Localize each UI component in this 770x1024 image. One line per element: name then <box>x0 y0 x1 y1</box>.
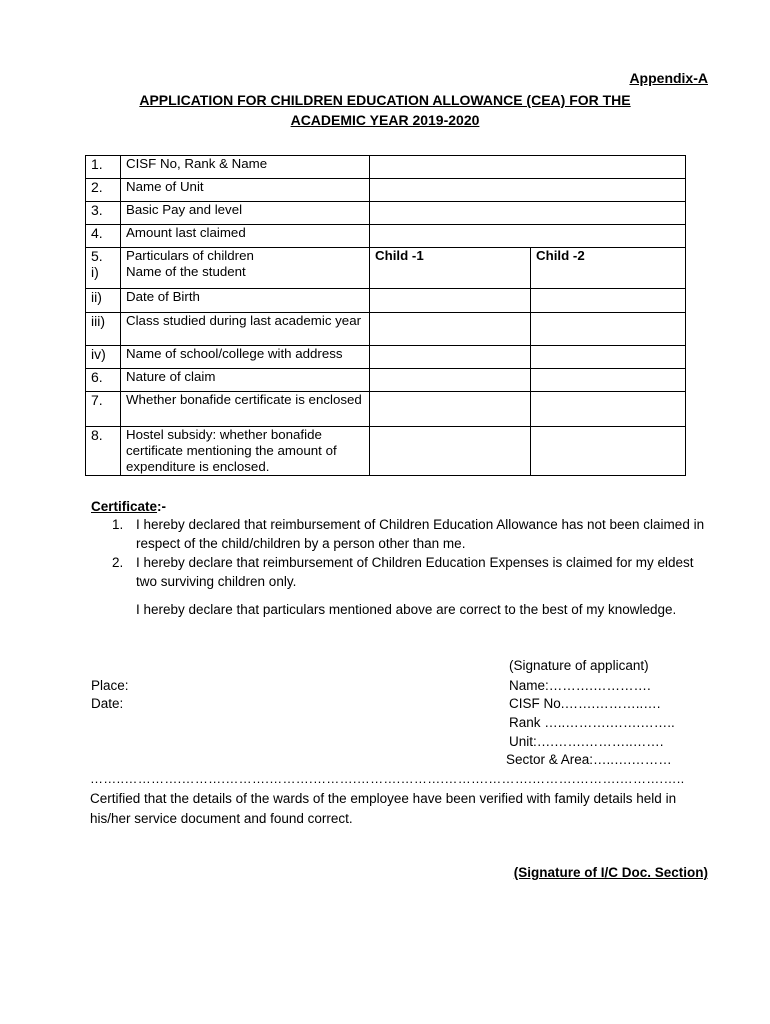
table-row <box>86 248 686 289</box>
child-2-header: Child -2 <box>536 248 585 263</box>
unit-field[interactable]: Unit:….…….………..……. <box>509 734 664 749</box>
row-number: ii) <box>86 289 121 313</box>
child-1-cell[interactable] <box>370 392 531 427</box>
date-label: Date: <box>91 696 124 711</box>
place-label: Place: <box>91 678 129 693</box>
separator-dots: ……..………….……….……….……….……….……….……….……….……….……….……….……….….. <box>90 771 685 786</box>
row-label: Class studied during last academic year <box>121 313 370 346</box>
name-field[interactable]: Name:……….…………. <box>509 678 651 693</box>
form-title-line-2: ACADEMIC YEAR 2019-2020 <box>290 112 480 128</box>
row-number: 6. <box>86 369 121 392</box>
row-number: 1. <box>86 156 121 179</box>
form-title-line-1: APPLICATION FOR CHILDREN EDUCATION ALLOWANCE (CEA) FOR THE <box>139 92 631 108</box>
item-text: I hereby declared that reimbursement of Children Education Allowance has not been claimed in respect of the child/children by a person other than me. <box>136 517 705 551</box>
child-2-column[interactable] <box>531 248 686 289</box>
row-number: 3. <box>86 202 121 225</box>
answer-cell[interactable] <box>370 202 686 225</box>
table-row <box>86 427 686 476</box>
row-label: Whether bonafide certificate is enclosed <box>121 392 370 427</box>
row-number: iv) <box>86 346 121 369</box>
declaration-text: I hereby declare that particulars mentioned above are correct to the best of my knowledge. <box>136 602 677 617</box>
row-number: iii) <box>86 313 121 346</box>
table-row <box>86 369 686 392</box>
row-label: CISF No, Rank & Name <box>121 156 370 179</box>
table-row <box>86 179 686 202</box>
row-number: 8. <box>86 427 121 476</box>
applicant-signature-label: (Signature of applicant) <box>509 658 649 673</box>
row-number: 5. i) <box>86 248 121 289</box>
child-2-cell[interactable] <box>531 313 686 346</box>
answer-cell[interactable] <box>370 179 686 202</box>
certificate-item-1 <box>112 515 711 553</box>
table-row <box>86 156 686 179</box>
table-row <box>86 289 686 313</box>
row-label: Name of Unit <box>121 179 370 202</box>
cisf-no-field[interactable]: CISF No.…….………..…. <box>509 696 661 711</box>
certificate-item-2 <box>112 553 711 591</box>
answer-cell[interactable] <box>370 225 686 248</box>
row-number: 2. <box>86 179 121 202</box>
answer-cell[interactable] <box>370 156 686 179</box>
row-label: Name of school/college with address <box>121 346 370 369</box>
row-number: 7. <box>86 392 121 427</box>
child-1-cell[interactable] <box>370 369 531 392</box>
child-2-cell[interactable] <box>531 289 686 313</box>
table-row <box>86 225 686 248</box>
item-number: 2. <box>112 555 124 570</box>
row-label: Basic Pay and level <box>121 202 370 225</box>
row-label: Amount last claimed <box>121 225 370 248</box>
certified-statement: Certified that the details of the wards of the employee have been verified with family details held in his/her service document and found correct. <box>90 791 677 826</box>
row-label: Date of Birth <box>121 289 370 313</box>
child-1-column[interactable] <box>370 248 531 289</box>
child-1-cell[interactable] <box>370 289 531 313</box>
application-form-table <box>85 155 686 476</box>
child-1-cell[interactable] <box>370 313 531 346</box>
child-2-cell[interactable] <box>531 369 686 392</box>
item-number: 1. <box>112 517 124 532</box>
appendix-label: Appendix-A <box>629 70 708 86</box>
table-row <box>86 313 686 346</box>
rank-field[interactable]: Rank …..……….…….…….. <box>509 715 675 730</box>
child-2-cell[interactable] <box>531 346 686 369</box>
row-label: Hostel subsidy: whether bonafide certificate mentioning the amount of expenditure is enclosed. <box>121 427 370 476</box>
child-1-header: Child -1 <box>375 248 424 263</box>
child-1-cell[interactable] <box>370 346 531 369</box>
child-2-cell[interactable] <box>531 427 686 476</box>
certificate-heading: Certificate:- <box>91 499 167 514</box>
table-row <box>86 392 686 427</box>
ic-doc-section-signature-label: (Signature of I/C Doc. Section) <box>513 865 708 880</box>
item-text: I hereby declare that reimbursement of Children Education Expenses is claimed for my eldest two surviving children only. <box>136 555 694 589</box>
child-1-cell[interactable] <box>370 427 531 476</box>
row-number: 4. <box>86 225 121 248</box>
table-row <box>86 346 686 369</box>
row-label: Particulars of children Name of the student <box>121 248 370 289</box>
child-2-cell[interactable] <box>531 392 686 427</box>
table-row <box>86 202 686 225</box>
row-label: Nature of claim <box>121 369 370 392</box>
sector-area-field[interactable]: Sector & Area:…..….……… <box>506 752 672 767</box>
